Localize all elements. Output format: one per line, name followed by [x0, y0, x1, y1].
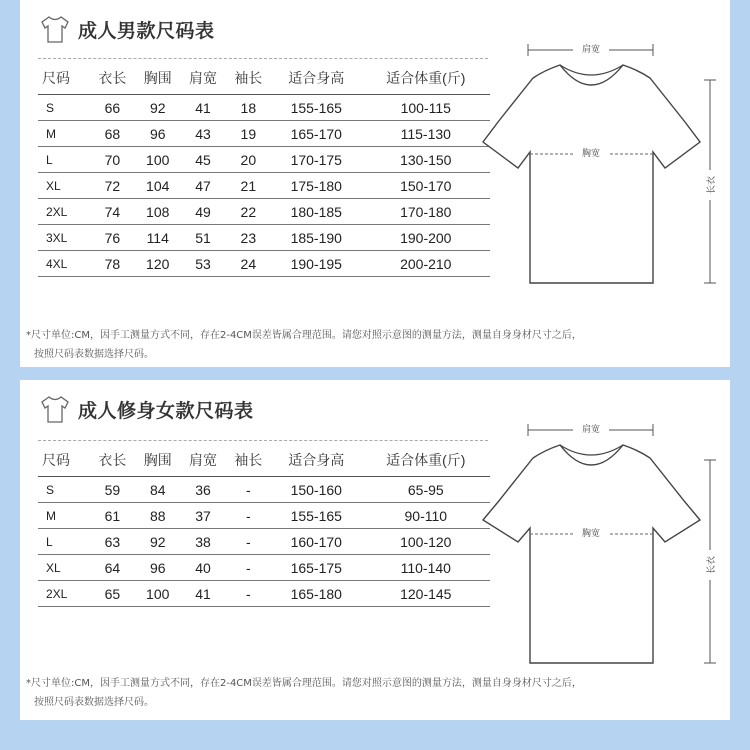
- table-cell: 155-165: [271, 503, 362, 529]
- table-cell: 64: [90, 555, 135, 581]
- table-cell: 165-175: [271, 555, 362, 581]
- table-cell: 63: [90, 529, 135, 555]
- table-cell: 110-140: [362, 555, 490, 581]
- table-cell: 185-190: [271, 225, 362, 251]
- table-row: [38, 147, 490, 173]
- table-cell: 120: [135, 251, 180, 277]
- table-cell: 40: [180, 555, 225, 581]
- table-cell: 92: [135, 95, 180, 121]
- column-header: 肩宽: [180, 62, 225, 95]
- column-header: 袖长: [226, 62, 271, 95]
- table-cell: 190-200: [362, 225, 490, 251]
- divider: [38, 58, 488, 59]
- table-cell: 49: [180, 199, 225, 225]
- table-cell: 20: [226, 147, 271, 173]
- table-cell: 100-115: [362, 95, 490, 121]
- table-cell: L: [38, 147, 90, 173]
- table-cell: 120-145: [362, 581, 490, 607]
- table-row: [38, 581, 490, 607]
- men-size-panel: [20, 0, 730, 367]
- table-cell: 45: [180, 147, 225, 173]
- chest-label: 胸宽: [581, 529, 601, 539]
- women-size-table: [38, 444, 490, 607]
- table-cell: L: [38, 529, 90, 555]
- column-header: 胸围: [135, 444, 180, 477]
- note-line-2: 按照尺码表数据选择尺码。: [34, 349, 154, 360]
- column-header: 尺码: [38, 444, 90, 477]
- men-table-title: 成人男款尺码表: [78, 19, 215, 42]
- length-label: 长衣: [707, 555, 717, 575]
- table-cell: 90-110: [362, 503, 490, 529]
- table-cell: 100: [135, 147, 180, 173]
- women-shirt-diagram: [478, 420, 723, 670]
- table-cell: 96: [135, 555, 180, 581]
- table-row: [38, 121, 490, 147]
- table-cell: 59: [90, 477, 135, 503]
- table-cell: 160-170: [271, 529, 362, 555]
- table-cell: 65-95: [362, 477, 490, 503]
- women-table-title: 成人修身女款尺码表: [78, 399, 254, 422]
- note-line-1: *尺寸单位:CM，因手工测量方式不同，存在2-4CM误差皆属合理范围。请您对照示意图的测量方法，测量自身身材尺寸之后，: [26, 678, 582, 689]
- table-cell: 68: [90, 121, 135, 147]
- chest-label: 胸宽: [581, 149, 601, 159]
- divider: [38, 440, 488, 441]
- table-cell: 47: [180, 173, 225, 199]
- table-cell: 51: [180, 225, 225, 251]
- length-label: 长衣: [707, 175, 717, 195]
- men-title-row: [38, 12, 215, 46]
- table-cell: -: [226, 581, 271, 607]
- column-header: 袖长: [226, 444, 271, 477]
- table-row: [38, 529, 490, 555]
- table-cell: 88: [135, 503, 180, 529]
- table-cell: 43: [180, 121, 225, 147]
- column-header: 适合身高: [271, 444, 362, 477]
- table-cell: 165-170: [271, 121, 362, 147]
- table-row: [38, 503, 490, 529]
- table-cell: 70: [90, 147, 135, 173]
- shoulder-label: 肩宽: [581, 425, 601, 435]
- table-cell: 37: [180, 503, 225, 529]
- table-cell: -: [226, 503, 271, 529]
- table-cell: -: [226, 555, 271, 581]
- table-cell: S: [38, 477, 90, 503]
- column-header: 适合体重(斤): [362, 444, 490, 477]
- table-cell: 165-180: [271, 581, 362, 607]
- table-cell: 155-165: [271, 95, 362, 121]
- table-cell: 115-130: [362, 121, 490, 147]
- table-cell: 76: [90, 225, 135, 251]
- table-cell: 2XL: [38, 199, 90, 225]
- table-cell: 53: [180, 251, 225, 277]
- column-header: 肩宽: [180, 444, 225, 477]
- table-cell: 19: [226, 121, 271, 147]
- note-line-2: 按照尺码表数据选择尺码。: [34, 697, 154, 708]
- table-cell: 170-180: [362, 199, 490, 225]
- table-cell: XL: [38, 173, 90, 199]
- column-header: 适合身高: [271, 62, 362, 95]
- table-cell: 36: [180, 477, 225, 503]
- table-cell: 74: [90, 199, 135, 225]
- table-cell: M: [38, 503, 90, 529]
- table-cell: 2XL: [38, 581, 90, 607]
- table-cell: 100: [135, 581, 180, 607]
- table-row: [38, 477, 490, 503]
- table-row: [38, 555, 490, 581]
- table-cell: XL: [38, 555, 90, 581]
- table-cell: 41: [180, 95, 225, 121]
- table-cell: -: [226, 477, 271, 503]
- table-row: [38, 95, 490, 121]
- table-cell: 61: [90, 503, 135, 529]
- table-cell: 23: [226, 225, 271, 251]
- table-cell: 21: [226, 173, 271, 199]
- table-cell: 150-170: [362, 173, 490, 199]
- column-header: 尺码: [38, 62, 90, 95]
- table-cell: 3XL: [38, 225, 90, 251]
- women-size-panel: [20, 380, 730, 720]
- table-cell: 180-185: [271, 199, 362, 225]
- table-cell: 114: [135, 225, 180, 251]
- tshirt-icon: [38, 12, 72, 46]
- table-cell: 24: [226, 251, 271, 277]
- column-header: 适合体重(斤): [362, 62, 490, 95]
- men-shirt-diagram: [478, 40, 723, 295]
- table-cell: 92: [135, 529, 180, 555]
- tshirt-icon: [38, 392, 72, 426]
- table-cell: 41: [180, 581, 225, 607]
- table-cell: 65: [90, 581, 135, 607]
- table-row: [38, 251, 490, 277]
- women-note: [26, 674, 582, 712]
- table-cell: -: [226, 529, 271, 555]
- table-cell: 190-195: [271, 251, 362, 277]
- table-cell: 108: [135, 199, 180, 225]
- column-header: 胸围: [135, 62, 180, 95]
- table-cell: 4XL: [38, 251, 90, 277]
- table-cell: 104: [135, 173, 180, 199]
- shoulder-label: 肩宽: [581, 45, 601, 55]
- table-cell: 200-210: [362, 251, 490, 277]
- table-cell: 18: [226, 95, 271, 121]
- men-note: [26, 326, 582, 364]
- women-title-row: [38, 392, 254, 426]
- table-cell: 78: [90, 251, 135, 277]
- table-cell: S: [38, 95, 90, 121]
- table-cell: 150-160: [271, 477, 362, 503]
- men-size-table: [38, 62, 490, 277]
- table-cell: 22: [226, 199, 271, 225]
- table-cell: 130-150: [362, 147, 490, 173]
- table-cell: 84: [135, 477, 180, 503]
- table-cell: 175-180: [271, 173, 362, 199]
- table-cell: 38: [180, 529, 225, 555]
- table-cell: M: [38, 121, 90, 147]
- column-header: 衣长: [90, 62, 135, 95]
- table-cell: 72: [90, 173, 135, 199]
- table-cell: 100-120: [362, 529, 490, 555]
- column-header: 衣长: [90, 444, 135, 477]
- table-cell: 170-175: [271, 147, 362, 173]
- table-row: [38, 199, 490, 225]
- table-row: [38, 225, 490, 251]
- table-cell: 66: [90, 95, 135, 121]
- note-line-1: *尺寸单位:CM，因手工测量方式不同，存在2-4CM误差皆属合理范围。请您对照示意图的测量方法，测量自身身材尺寸之后，: [26, 330, 582, 341]
- table-row: [38, 173, 490, 199]
- table-cell: 96: [135, 121, 180, 147]
